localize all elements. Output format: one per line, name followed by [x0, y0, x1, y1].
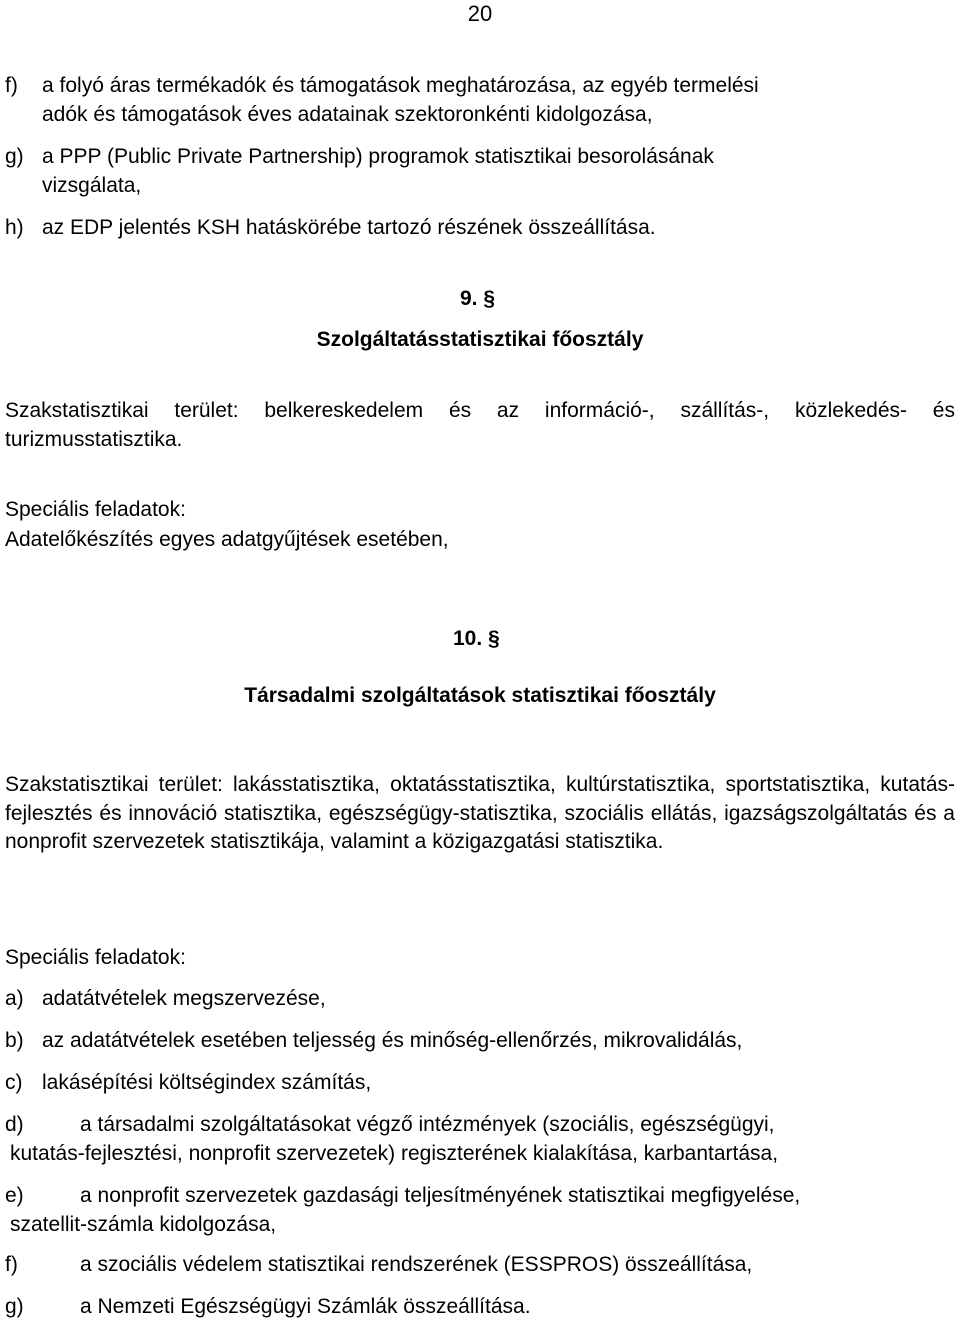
page-number: 20 [467, 1, 493, 26]
list-marker: e) [5, 1184, 24, 1207]
list-marker: d) [5, 1113, 24, 1136]
task-item-c [5, 1068, 955, 1097]
list-text-continued: kutatás-fejlesztési, nonprofit szervezetek) regiszterének kialakítása, karbantartása, [10, 1142, 779, 1165]
section-10-heading [453, 625, 500, 653]
task-item-e [5, 1181, 955, 1239]
list-text-continued: szatellit-számla kidolgozása, [10, 1213, 277, 1236]
list-text: az adatátvételek esetében teljesség és minőség-ellenőrzés, mikrovalidálás, [42, 1029, 743, 1052]
section-9-scope: Szakstatisztikai terület: belkereskedelem és az információ-, szállítás-, közlekedés- és turizmusstatisztika. [5, 399, 955, 451]
list-text: az EDP jelentés KSH hatáskörébe tartozó részének összeállítása. [42, 216, 656, 239]
list-item-g [5, 142, 955, 200]
task-item-b [5, 1026, 955, 1055]
list-marker: c) [5, 1071, 23, 1094]
section-10-scope: Szakstatisztikai terület: lakásstatisztika, oktatásstatisztika, kultúrstatisztika, sportstatisztika, kutatás-fejlesztés és innováció statisztika, egészségügy-statisztika, szociális ellátás, igazságszolgáltatás és a nonprofit szervezetek statisztikája, valamint a közigazgatási statisztika. [5, 773, 955, 853]
list-text: a társadalmi szolgáltatásokat végző intézmények (szociális, egészségügyi, [80, 1113, 775, 1136]
list-marker: f) [5, 1253, 18, 1276]
task-item-g [5, 1292, 955, 1321]
list-marker: h) [5, 216, 24, 239]
list-text: adatátvételek megszervezése, [42, 987, 326, 1010]
section-9-special-label: Speciális feladatok: [5, 498, 186, 521]
list-text: lakásépítési költségindex számítás, [42, 1071, 372, 1094]
list-marker: b) [5, 1029, 24, 1052]
list-item-f [5, 71, 955, 129]
task-item-a [5, 984, 955, 1013]
list-marker: g) [5, 145, 24, 168]
list-marker: g) [5, 1295, 24, 1318]
list-text: a folyó áras termékadók és támogatások meghatározása, az egyéb termelési [42, 74, 759, 97]
section-9-special-text: Adatelőkészítés egyes adatgyűjtések esetében, [5, 528, 449, 551]
section-number: 9. [460, 287, 478, 310]
list-text-continued: vizsgálata, [42, 174, 142, 197]
paragraph-mark-icon: § [488, 627, 500, 650]
list-marker: f) [5, 74, 18, 97]
section-10-special-label: Speciális feladatok: [5, 946, 186, 969]
section-9-heading [460, 285, 495, 313]
section-10-title: Társadalmi szolgáltatások statisztikai főosztály [244, 684, 716, 707]
list-text: a nonprofit szervezetek gazdasági teljesítményének statisztikai megfigyelése, [80, 1184, 801, 1207]
paragraph-mark-icon: § [483, 287, 496, 310]
section-number: 10. [453, 627, 483, 650]
list-item-h [5, 213, 955, 242]
list-text: a PPP (Public Private Partnership) programok statisztikai besorolásának [42, 145, 714, 168]
list-text-continued: adók és támogatások éves adatainak szektoronkénti kidolgozása, [42, 103, 653, 126]
section-9-title: Szolgáltatásstatisztikai főosztály [316, 328, 644, 351]
task-item-d [5, 1110, 955, 1168]
list-text: a Nemzeti Egészségügyi Számlák összeállítása. [80, 1295, 531, 1318]
task-item-f [5, 1250, 955, 1279]
list-marker: a) [5, 987, 24, 1010]
list-text: a szociális védelem statisztikai rendszerének (ESSPROS) összeállítása, [80, 1253, 753, 1276]
